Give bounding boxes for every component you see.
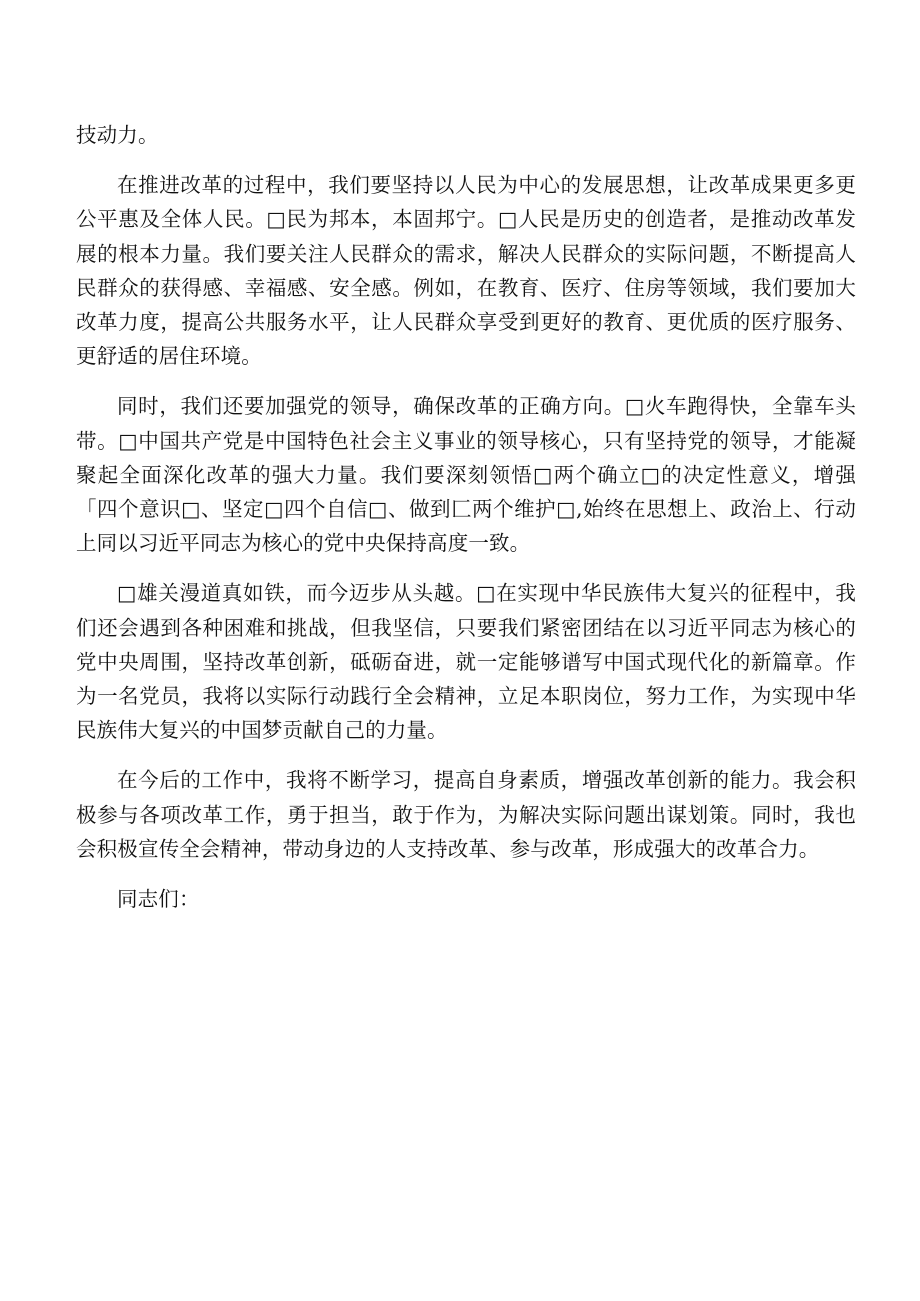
- paragraph-future-work: 在今后的工作中，我将不断学习，提高自身素质，增强改革创新的能力。我会积极参与各项改革工作，勇于担当，敢于作为，为解决实际问题出谋划策。同时，我也会积极宣传全会精神，带动身边的人支持改革、参与改革，形成强大的改革合力。: [76, 768, 856, 861]
- paragraph-rejuvenation: □雄关漫道真如铁，而今迈步从头越。□在实现中华民族伟大复兴的征程中，我们还会遇到各种困难和挑战，但我坚信，只要我们紧密团结在以习近平同志为核心的党中央周围，坚持改革创新，砥砺奋进，就一定能够谱写中国式现代化的新篇章。作为一名党员，我将以实际行动践行全会精神，立足本职岗位，努力工作，为实现中华民族伟大复兴的中国梦贡献自己的力量。: [76, 581, 856, 743]
- body-text: [76, 118, 856, 916]
- paragraph-party-leadership: 同时，我们还要加强党的领导，确保改革的正确方向。□火车跑得快，全靠车头带。□中国共产党是中国特色社会主义事业的领导核心，只有坚持党的领导，才能凝聚起全面深化改革的强大力量。我们要深刻领悟□两个确立□的决定性意义，增强「四个意识□、坚定□四个自信□、做到匚两个维护□,始终在思想上、政治上、行动上同以习近平同志为核心的党中央保持高度一致。: [76, 394, 856, 556]
- paragraph-continuation: 技动力。: [76, 123, 159, 147]
- paragraph-address: 同志们：: [117, 887, 200, 912]
- paragraph-people-centered: 在推进改革的过程中，我们要坚持以人民为中心的发展思想，让改革成果更多更公平惠及全体人民。□民为邦本，本固邦宁。□人民是历史的创造者，是推动改革发展的根本力量。我们要关注人民群众的需求，解决人民群众的实际问题，不断提高人民群众的获得感、幸福感、安全感。例如，在教育、医疗、住房等领域，我们要加大改革力度，提高公共服务水平，让人民群众享受到更好的教育、更优质的医疗服务、更舒适的居住环境。: [76, 173, 856, 369]
